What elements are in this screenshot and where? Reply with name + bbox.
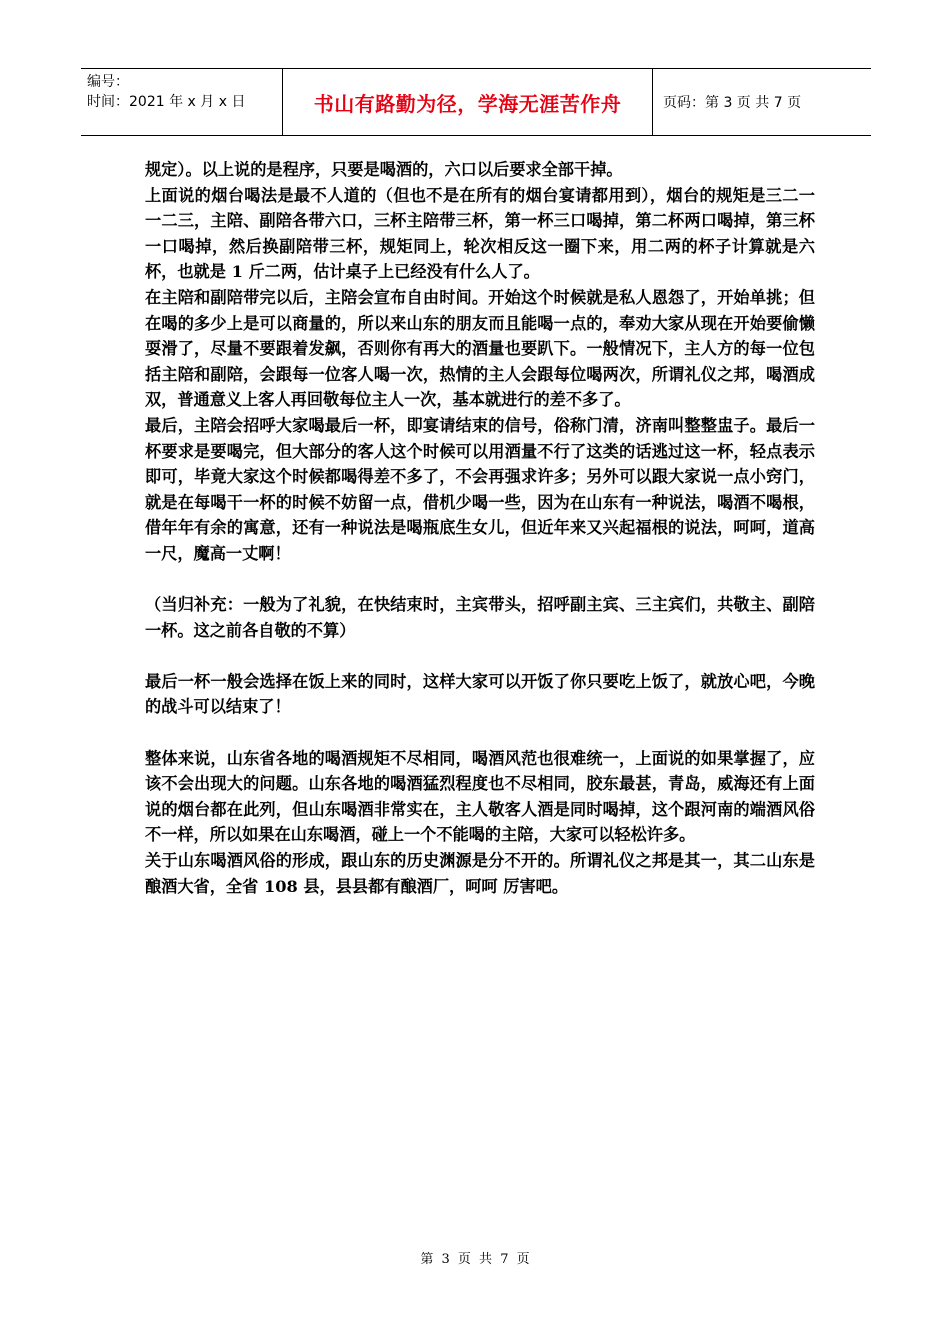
paragraph: 最后一杯一般会选择在饭上来的同时，这样大家可以开饭了你只要吃上饭了，就放心吧，今晚的战斗可以结束了！ bbox=[145, 671, 815, 717]
paragraph: （当归补充：一般为了礼貌，在快结束时，主宾带头，招呼副主宾、三主宾们，共敬主、副陪一杯。这之前各自敬的不算） bbox=[145, 595, 815, 640]
paragraph: 最后，主陪会招呼大家喝最后一杯，即宴请结束的信号，俗称门清，济南叫整整盅子。最后一杯要求是要喝完，但大部分的客人这个时候可以用酒量不行了这类的话逃过这一杯，轻点表示即可，毕竟大家这个时候都喝得差不多了，不会再强求许多；另外可以跟大家说一点小窍门，就是在每喝干一杯的时候不妨留一点，借机少喝一些，因为在山东有一种说法，喝酒不喝根，借年年有余的寓意，还有一种说法是喝瓶底生女儿，但近年来又兴起福根的说法，呵呵，道高一尺，魔高一丈啊！ bbox=[145, 415, 815, 563]
header-meta bbox=[81, 69, 283, 135]
paragraph-spacer bbox=[145, 643, 815, 669]
paragraph-spacer bbox=[145, 720, 815, 746]
document-body bbox=[145, 157, 815, 899]
paragraph: 上面说的烟台喝法是最不人道的（但也不是在所有的烟台宴请都用到），烟台的规矩是三二一一二三，主陪、副陪各带六口，三杯主陪带三杯，第一杯三口喝掉，第二杯两口喝掉，第三杯一口喝掉，然后换副陪带三杯，规矩同上，轮次相反这一圈下来，用二两的杯子计算就是六杯，也就是 1 斤二两，估计桌子上已经没有什么人了。 bbox=[145, 185, 815, 282]
paragraph: 关于山东喝酒风俗的形成，跟山东的历史渊源是分不开的。所谓礼仪之邦是其一，其二山东是酿酒大省，全省 108 县，县县都有酿酒厂，呵呵 厉害吧。 bbox=[145, 851, 815, 896]
paragraph-spacer bbox=[145, 567, 815, 593]
header-page-info: 页码：第 3 页 共 7 页 bbox=[663, 95, 802, 111]
number-label: 编号： bbox=[87, 74, 129, 90]
page-footer: 第 3 页 共 7 页 bbox=[420, 1252, 530, 1267]
date-label: 时间：2021 年 x 月 x 日 bbox=[87, 94, 246, 110]
paragraph: 规定）。以上说的是程序，只要是喝酒的，六口以后要求全部干掉。 bbox=[145, 160, 623, 179]
paragraph: 整体来说，山东省各地的喝酒规矩不尽相同，喝酒风范也很难统一，上面说的如果掌握了，应该不会出现大的问题。山东各地的喝酒猛烈程度也不尽相同，胶东最甚，青岛，威海还有上面说的烟台都在此列，但山东喝酒非常实在，主人敬客人酒是同时喝掉，这个跟河南的端酒风俗不一样，所以如果在山东喝酒，碰上一个不能喝的主陪，大家可以轻松许多。 bbox=[145, 748, 815, 845]
page-header bbox=[81, 68, 871, 136]
paragraph: 在主陪和副陪带完以后，主陪会宣布自由时间。开始这个时候就是私人恩怨了，开始单挑；但在喝的多少上是可以商量的，所以来山东的朋友而且能喝一点的，奉劝大家从现在开始要偷懒耍滑了，尽量不要跟着发飙，否则你有再大的酒量也要趴下。一般情况下，主人方的每一位包括主陪和副陪，会跟每一位客人喝一次，热情的主人会跟每位喝两次，所谓礼仪之邦，喝酒成双，普通意义上客人再回敬每位主人一次，基本就进行的差不多了。 bbox=[145, 287, 815, 410]
header-motto: 书山有路勤为径，学海无涯苦作舟 bbox=[283, 69, 653, 135]
